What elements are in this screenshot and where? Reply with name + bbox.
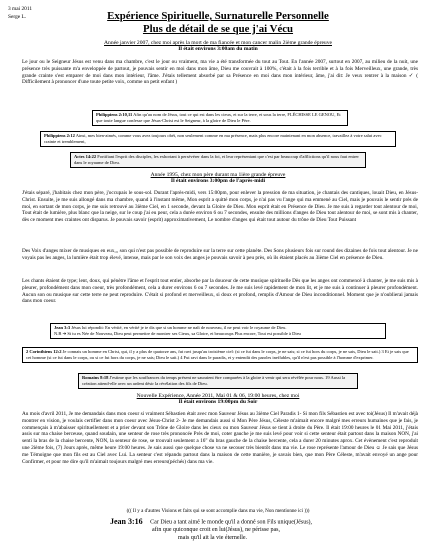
verse-box-philippiens-2-12: [40, 131, 396, 147]
verse-reference: Jean 3:3: [54, 325, 71, 330]
verse-line-3: mais qu'il ait la vie éternelle.: [178, 535, 248, 542]
section-1-heading: Année janvier 2007, chez moi après la mort de ma fiancée et mon cancer malin 2ième grande épreuve: [104, 40, 332, 46]
section-3-time: Il était environs 19:00pm du Soir: [178, 399, 258, 406]
verse-box-romains-8-18: [78, 373, 358, 389]
verse-box-philippiens-2-10: [92, 110, 348, 126]
verse-text: Ainsi, mes bien-aimés, comme vous avez toujours obéi, non seulement comme en ma présence, mais plus encore maintenant en mon absence, travaillez à votre salut avec crainte et tremblement,: [44, 133, 382, 144]
verse-box-2-corinthiens-12-2: [22, 347, 418, 363]
document-author: Serge L.: [8, 14, 27, 20]
verse-reference: Romains 8:18: [82, 375, 109, 380]
document-date: 3 mai 2011: [8, 6, 33, 12]
section-2-time: Il était environs 3:00pm de l'après-midi: [170, 178, 266, 185]
verse-line-1: Car Dieu a tant aimé le monde qu'il a donné son Fils unique(Jésus),: [150, 519, 313, 526]
verse-box-jean-3-3: [50, 323, 386, 339]
verse-reference: Actes 14:22: [74, 154, 97, 159]
verse-reference: Philippiens 2:10,11: [96, 112, 133, 117]
section-3-header: [0, 393, 436, 406]
paragraph-angel-voices: Des Voix d'anges mixer de musiques en eux,,, son qui n'est pas possible de reproduire sur la terre sur cette planète. Des Sons plusieurs fois sur round des dizaines de fois tout alentour. Je ne voyais pas les anges, la lumière était trop élevé, intense, mais par le son voix des anges je pouvais savoir à peu près, où ils étaient placés au 3ième Ciel en présence de Dieu.: [22, 248, 418, 261]
verse-text: Jésus lui répondit: En vérité, en vérité je te dis que si un homme ne naît de nouveau, il ne peut voir le royaume de Dieu.: [71, 325, 287, 330]
verse-box-actes-14-22: [70, 152, 366, 168]
verse-jean-3-16: [110, 517, 410, 543]
paragraph-visit-2007: Le jour ou le Seigneur Jésus est venu dans ma chambre, c'est le jour ou vraiment, ma vie a été transformée du tout au Tout. En l'année 2007, surtout en 2007, au milieu de la nuit, une présence très puissante m'a enveloppée de partout, je pouvais sentir en moi dans mon âme, Dieu me couvrait à 100%, c'était à la fois terrible et à la fois Merveilleux, une grande, très grande crainte s'est emparer de moi dans mon intérieur, l'âme. J'étais tellement absorbé par sa Présence en moi dans mon intérieur, âme, j'ai dit: Je veux rentrer à la maison ✓ ( Difficilement à prononcer d'une toute petite voix, comme un petit enfant ): [22, 59, 418, 86]
verse-text: Afin qu'au nom de Jésus, tout ce qui est dans les cieux, et sur la terre, et sous la terre, FLÉCHISSE LE GENOU, Et que toute langue confesse que Jésus-Christ est le Seigneur, à la gloire de Dieu le Père.: [96, 112, 341, 123]
page-title: Expérience Spirituelle, Surnaturelle Personnelle: [107, 10, 329, 22]
verse-reference: Jean 3:16: [110, 517, 143, 526]
verse-text: Je connais un homme en Christ, qui, il y a plus de quatorze ans, fut ravi jusqu'au troisième ciel: (si ce fut dans le corps, je ne sais; si ce fut hors du corps, je ne sais, Dieu le sait.) 3 Et je sais que cet homme (si ce fut dans le corps, ou si ce fut hors du corps, je ne sais; Dieu le sait.) 4 Fut ravi dans le paradis, et y entendit des paroles ineffables, qu'il n'est pas possible à l'homme d'exprimer.: [26, 349, 409, 360]
verse-reference: Philippiens 2:12: [44, 133, 75, 138]
section-1-time: Il était environs 3:00am du matin: [178, 46, 258, 53]
section-3-heading: Nouvelle Expérience, Année 2011, Mai 01 & 06, 19:00 heures, chez moi: [136, 393, 300, 399]
section-2-header: [0, 172, 436, 185]
verse-reference: 2 Corinthiens 12:2: [26, 349, 62, 354]
paragraph-angel-songs: Les chants étaient de type; lent, doux, qui pénètre l'âme et l'esprit tout entier, absorbe par la douceur de cette musique spirituelle Dès que les anges ont commencé à chanter, je me suis mis à pleurer, profondément dans mon coeur, très profondément, cela a durer environs 6 ou 7 secondes. Je me suis levé rapidement de mon lit, et je me suis à continuer à pleurer profondément. Aucun son ou musique sur cette terre ne peut reproduire. C'était si profond et merveilleux, si doux et profond, remplis d'Amour de Dieu inconditionnel. Moment que je n'oublierai jamais dans mon coeur.: [22, 278, 418, 305]
paragraph-rose-scent-2011: Au mois d'avril 2011, Je me demandais dans mon coeur si vraiment Sébastien était avec mon Sauveur Jésus au 3ième Ciel Paradis 1- Si mon fils Sébastien est avec toi(Jésus) Il m'avait déjà montrer en vision, je voulais certifier dans mon coeur avec Jésus-Christ 2- Je me demandais aussi si Mon Père Jésus, Céleste m'aimait encore malgré mes erreurs humaines que je fais, je commençais à m'abaisser spirituellement et a prier devant son Trône de Gloire dans les cieux ou mon Sauveur Jésus se tient à droite du Père. Il était 19:00 heures le 01 Mai 2011, j'étais assis sur ma chaise berceuse, quand soudain, une senteur de rose très prononcée Près de moi, coter gauche je me suis levé pour voir si cette senteur était partout dans la maison NON, j'ai senti la bras de la chaise bercente, NON, la senteur de rose, se trouvait seulement a 16" du bras gauche de la chaise bercente, cela a durer 20 minutes aprox. Cet évènement c'est reproduit une 2ième fois, (7) Jours après, même heure 19:00 heures. Je sais aussi que quelque chose va ne secouer très bientôt dans ma vie. Le rose représente l'amour de Dieu ☺ Je sais que Jésus me Témoigne que mon fils est au Ciel avec Lui. La senteur c'est répandu partout dans la maison de cette manière, je savais bien, que mon Père Céleste, m'avait envoyé un ange pour Confirmer, et pour me dire qu'il m'aimait toujours malgré mes erreurs(péchés) dans ma vie.: [22, 411, 418, 465]
paragraph-third-heaven: J'étais séparé, j'habitais chez mon père, j'occupais le sous-sol. Durant l'après-midi, vers 15:00pm, pour enlever la pression de ma situation, je chantais des cantiques, louait Dieu, en Jésus-Christ. Ensuite, je me suis allongé dans ma chambre, quand à l'instant même, Mon esprit a quitté mon corps, je n'ai pas vu l'ange qui ma emmené au Ciel, mais je pouvais le sentir près de moi, en sortant de mon corps, je me suis retrouvé au 3ième Ciel, en 1 seconde, devant la Gloire de Dieu. Mon esprit était en Présence de Dieu. Je me suis à regarder tout alentour de moi, Tout était de lumière, plus blanc que la neige, sur le coup j'ai eu peur, cela a durée environ 6 ou 7 secondes, ensuite des millions d'anges de Dieu tout alentour de moi, se sont mis à chanter, dès ce moment mes craintes ont disparus. Je pouvais savoir (esprit) approximativement, Le nombre d'anges qui était tout autour du trône de Dieu Tout Puissant: [22, 190, 418, 224]
verse-text: Fortifiant l'esprit des disciples, les exhortant à persévérer dans la foi, et leur représentant que c'est par beaucoup d'afflictions qu'il nous faut entrer dans le royaume de Dieu.: [74, 154, 359, 165]
section-2-heading: Année 1995, chez mon père durant ma 1ière grande épreuve: [150, 172, 286, 178]
verse-line-2: afin que quiconque croit en lui(Jésus), ne périsse pas,: [152, 527, 280, 534]
page-subtitle: Plus de détail de se que j'ai Vécu: [142, 23, 294, 35]
section-1-header: [0, 40, 436, 53]
other-visions-note: ((( Il y a d'autres Visions et faits qui se sont accomplie dans ma vie, Non mentionne ici ))): [126, 508, 310, 514]
nota-bene: N.B ➜ Si tu es Née de Nouveau, Dieu peut permettre de montrer ses Cieux, sa Gloire, et beaucoups Plus encore, Tout est possible à Dieu: [54, 330, 301, 336]
verse-text: J'estime que les souffrances du temps présent ne sauraient être comparées à la gloire à venir qui sera révélée pour nous. 19 Aussi la création attend-elle avec un ardent désir la révélation des fils de Dieu.: [82, 375, 346, 386]
